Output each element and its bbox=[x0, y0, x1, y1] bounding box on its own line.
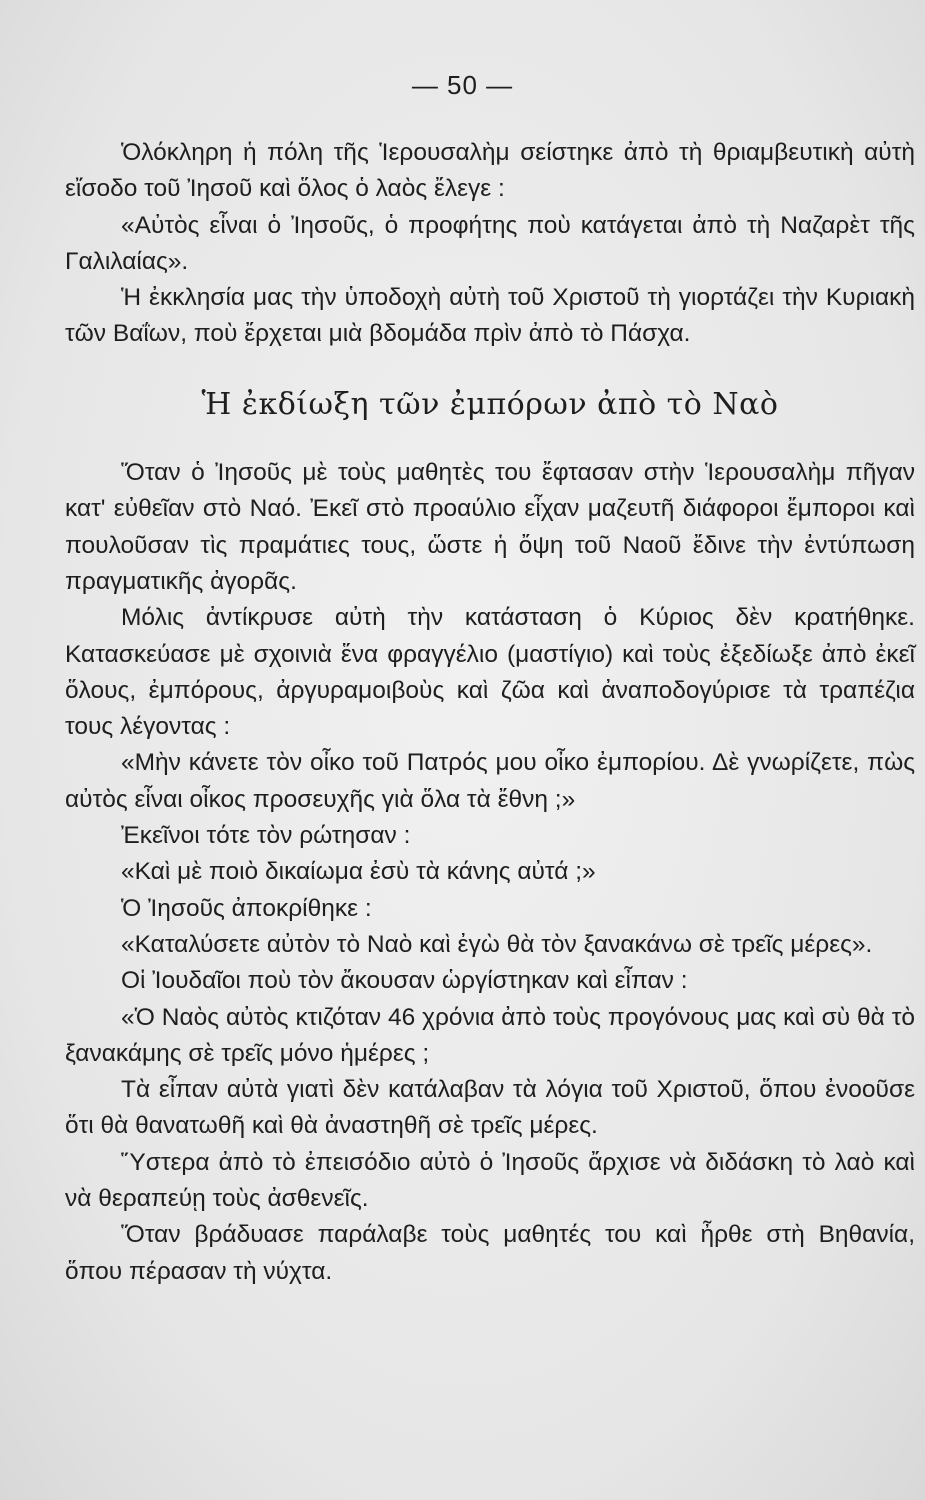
paragraph: Ὁ Ἰησοῦς ἀποκρίθηκε : bbox=[121, 894, 372, 922]
page-number: — 50 — bbox=[411, 70, 514, 100]
paragraph: Μόλις ἀντίκρυσε αὐτὴ τὴν κατάσταση ὁ Κύριος δὲν κρατήθηκε. Κατασκεύασε μὲ σχοινιὰ ἕνα φραγγέλιο (μαστίγιο) καὶ τοὺς ἐξεδίωξε ἀπὸ ἐκεῖ ὅλους, ἐμπόρους, ἀργυραμοιβοὺς καὶ ζῶα καὶ ἀναποδογύρισε τὰ τραπέζια τους λέγοντας : bbox=[65, 604, 915, 741]
paragraph: «Μὴν κάνετε τὸν οἶκο τοῦ Πατρός μου οἶκο ἐμπορίου. Δὲ γνωρίζετε, πὼς αὐτὸς εἶναι οἶκος προσευχῆς γιὰ ὅλα τὰ ἔθνη ;» bbox=[65, 749, 915, 813]
paragraph: «Αὐτὸς εἶναι ὁ Ἰησοῦς, ὁ προφήτης ποὺ κατάγεται ἀπὸ τὴ Ναζαρὲτ τῆς Γαλιλαίας». bbox=[65, 211, 915, 275]
paragraph: «Καταλύσετε αὐτὸν τὸ Ναὸ καὶ ἐγὼ θὰ τὸν ξανακάνω σὲ τρεῖς μέρες». bbox=[121, 930, 873, 958]
paragraph: Ὅταν ὁ Ἰησοῦς μὲ τοὺς μαθητὲς του ἔφτασαν στὴν Ἱερουσαλὴμ πῆγαν κατ' εὐθεῖαν στὸ Ναό. Ἐκεῖ στὸ προαύλιο εἶχαν μαζευτῆ διάφοροι ἔμποροι καὶ πουλοῦσαν τὶς πραμάτιες τους, ὥστε ἡ ὄψη τοῦ Ναοῦ ἔδινε τὴν ἐντύπωση πραγματικῆς ἀγορᾶς. bbox=[65, 459, 915, 595]
paragraph: Ὕστερα ἀπὸ τὸ ἐπεισόδιο αὐτὸ ὁ Ἰησοῦς ἄρχισε νὰ διδάσκη τὸ λαὸ καὶ νὰ θεραπεύῃ τοὺς ἀσθενεῖς. bbox=[65, 1148, 915, 1213]
section-heading: Ἡ ἐκδίωξη τῶν ἐμπόρων ἀπὸ τὸ Ναὸ bbox=[201, 386, 779, 422]
body-text bbox=[65, 135, 915, 1290]
paragraph: Ὁλόκληρη ἡ πόλη τῆς Ἱερουσαλὴμ σείστηκε ἀπὸ τὴ θριαμβευτικὴ αὐτὴ εἴσοδο τοῦ Ἰησοῦ καὶ ὅλος ὁ λαὸς ἔλεγε : bbox=[65, 139, 915, 203]
paragraph: «Καὶ μὲ ποιὸ δικαίωμα ἐσὺ τὰ κάνης αὐτά ;» bbox=[121, 858, 596, 886]
paragraph: Ὅταν βράδυασε παράλαβε τοὺς μαθητές του καὶ ἦρθε στὴ Βηθανία, ὅπου πέρασαν τὴ νύχτα. bbox=[65, 1221, 915, 1285]
paragraph: Τὰ εἶπαν αὐτὰ γιατὶ δὲν κατάλαβαν τὰ λόγια τοῦ Χριστοῦ, ὅπου ἐνοοῦσε ὅτι θὰ θανατωθῆ καὶ θὰ ἀναστηθῆ σὲ τρεῖς μέρες. bbox=[65, 1076, 915, 1140]
paragraph: Οἱ Ἰουδαῖοι ποὺ τὸν ἄκουσαν ὡργίστηκαν καὶ εἶπαν : bbox=[121, 967, 688, 995]
paragraph: «Ὁ Ναὸς αὐτὸς κτιζόταν 46 χρόνια ἀπὸ τοὺς προγόνους μας καὶ σὺ θὰ τὸ ξανακάμης σὲ τρεῖς μόνο ἡμέρες ; bbox=[65, 1003, 915, 1067]
paragraph: Ἐκεῖνοι τότε τὸν ρώτησαν : bbox=[121, 822, 411, 850]
paragraph: Ἡ ἐκκλησία μας τὴν ὑποδοχὴ αὐτὴ τοῦ Χριστοῦ τὴ γιορτάζει τὴν Κυριακὴ τῶν Βαΐων, ποὺ ἔρχεται μιὰ βδομάδα πρὶν ἀπὸ τὸ Πάσχα. bbox=[65, 284, 915, 348]
